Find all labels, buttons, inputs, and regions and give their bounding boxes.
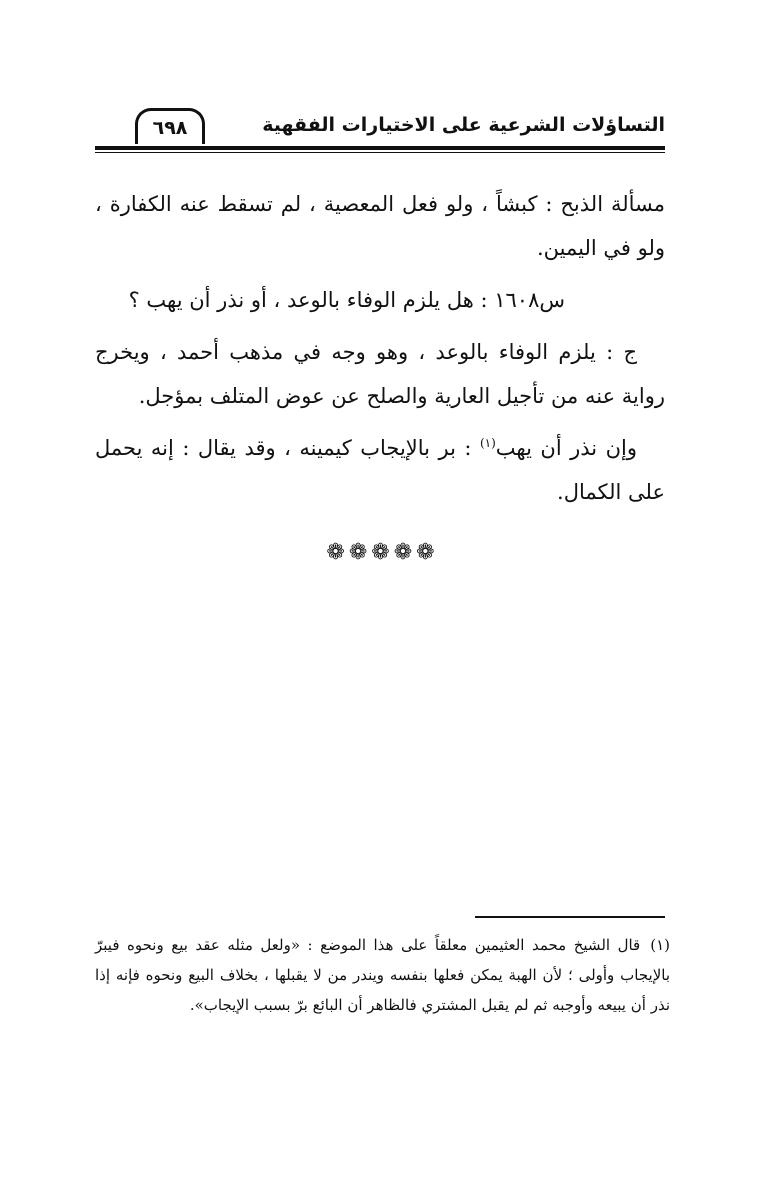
question-paragraph: س١٦٠٨ : هل يلزم الوفاء بالوعد ، أو نذر أن يهب ؟: [128, 288, 565, 312]
paragraph-4-end: : بر بالإيجاب كيمينه ، وقد يقال : إنه يحمل على الكمال.: [95, 436, 665, 504]
footnote-marker[interactable]: (١): [479, 436, 496, 450]
footnote: [95, 930, 670, 1020]
page-number: ٦٩٨: [135, 108, 205, 144]
section-ornament: ❁❁❁❁❁: [326, 540, 439, 565]
header-rule-thick: [95, 146, 665, 150]
footnote-separator: [475, 916, 665, 918]
footnote-text: قال الشيخ محمد العثيمين معلقاً على هذا الموضع : «ولعل مثله عقد بيع ونحوه فيبرّ بالإيجاب وأولى ؛ لأن الهبة يمكن فعلها بنفسه ويندر من لا يقبلها ، بخلاف البيع ونحوه فإنه إذا نذر أن يبيعه وأوجبه ثم لم يقبل المشتري فالظاهر أن البائع برّ بسبب الإيجاب».: [95, 936, 670, 1014]
running-title: التساؤلات الشرعية على الاختيارات الفقهية: [262, 114, 665, 136]
footnote-number: (١): [650, 936, 670, 954]
main-text: [95, 182, 665, 522]
paragraph-4-start: وإن نذر أن يهب: [495, 436, 637, 460]
header-rule-thin: [95, 152, 665, 153]
answer-paragraph: ج : يلزم الوفاء بالوعد ، وهو وجه في مذهب أحمد ، ويخرج رواية عنه من تأجيل العارية والصلح عن عوض المتلف بمؤجل.: [95, 340, 665, 408]
paragraph-4: [95, 426, 665, 514]
paragraph-1: مسألة الذبح : كبشاً ، ولو فعل المعصية ، لم تسقط عنه الكفارة ، ولو في اليمين.: [95, 192, 665, 260]
page-header: [95, 108, 665, 148]
